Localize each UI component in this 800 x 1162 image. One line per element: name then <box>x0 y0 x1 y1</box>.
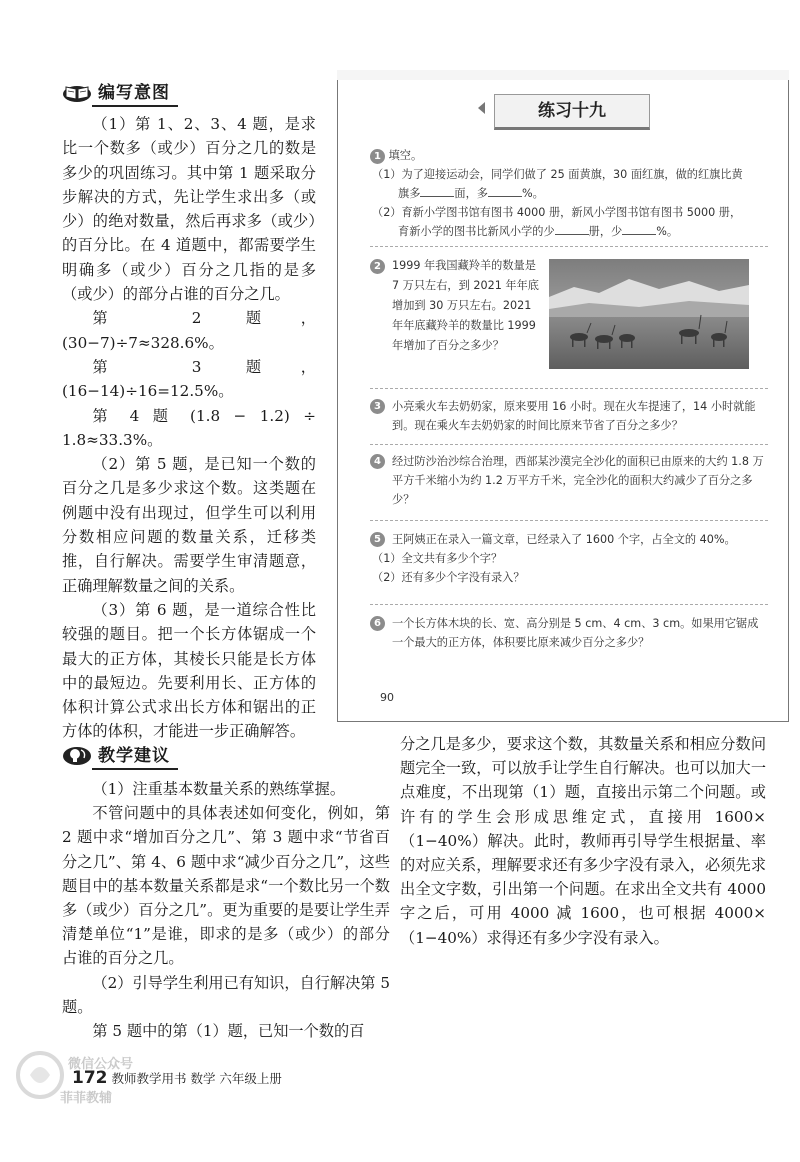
textbook-page-number: 90 <box>380 691 394 704</box>
divider <box>370 520 768 521</box>
q1-part2-line1: （2）育新小学图书馆有图书 4000 册，新风小学图书馆有图书 5000 册， <box>372 206 742 219</box>
suggest-subtitle-1: （1）注重基本数量关系的熟练掌握。 <box>92 780 346 798</box>
suggest-paragraph-continued: 分之几是多少，要求这个数，其数量关系和相应分数问题完全一致，可以放手让学生自行解决。也可以加大一点难度，不出现第（1）题，直接出示第二个问题。或许有的学生会形成思维定式，直接用 1600×（1−40%）解决。此时，教师再引导学生根据量、率的对应关系，理解要求还有多少字没有录入，必须先求出全文字数，引出第一个问题。在求出全文共有 4000 字之后，可用 4000 减 1600，也可根据 4000×（1−40%）求得还有多少字没有录入。 <box>400 735 766 947</box>
calc-line-2: 第 2 题，(30−7)÷7≈328.6%。 <box>62 309 316 352</box>
question-6 <box>370 614 768 652</box>
divider <box>370 246 768 247</box>
section-title-intent: 编写意图 <box>92 78 178 107</box>
question-number-6: 6 <box>370 616 385 631</box>
q5-part2: （2）还有多少个字没有录入？ <box>372 571 525 584</box>
question-number-1: 1 <box>370 149 385 164</box>
suggest-subtitle-2: （2）引导学生利用已有知识，自行解决第 5 题。 <box>62 973 390 1016</box>
intent-paragraph-2: （2）第 5 题，是已知一个数的百分之几是多少求这个数。这类题在例题中没有出现过，但学生可以利用分数相应问题的数量关系，迁移类推，自行解决。需要学生审清题意，正确理解数量之间的关系。 <box>62 455 316 595</box>
antelope-photo <box>549 259 749 369</box>
intent-body <box>62 112 316 744</box>
calc-line-3: 第 3 题，(16−14)÷16=12.5%。 <box>62 357 316 401</box>
section-title-suggest: 教学建议 <box>92 741 178 770</box>
section-header-suggest <box>62 742 178 768</box>
q5-text: 王阿姨正在录入一篇文章，已经录入了 1600 个字，占全文的 40%。 <box>392 533 736 546</box>
lightbulb-icon <box>62 744 92 766</box>
answer-blank[interactable] <box>555 223 589 235</box>
question-number-2: 2 <box>370 259 385 274</box>
exercise-title: 练习十九 <box>494 94 650 130</box>
intent-paragraph-1: （1）第 1、2、3、4 题，是求比一个数多（或少）百分之几的数是多少的巩固练习。其中第 1 题采取分步解决的方式，先让学生求出多（或少）的绝对数量，然后再求多（或少）的百分比。在 4 道题中，都需要学生明确多（或少）百分之几指的是多（或少）的部分占谁的百分之几。 <box>62 115 316 304</box>
question-number-4: 4 <box>370 454 385 469</box>
answer-blank[interactable] <box>622 223 656 235</box>
suggest-right-column <box>400 732 766 950</box>
textbook-top-strip <box>337 70 789 80</box>
divider <box>370 388 768 389</box>
q6-text: 一个长方体木块的长、宽、高分别是 5 cm、4 cm、3 cm。如果用它锯成一个最大的正方体，体积要比原来减少百分之多少？ <box>392 617 759 649</box>
suggest-paragraph-2: 第 5 题中的第（1）题，已知一个数的百 <box>92 1022 365 1041</box>
answer-blank[interactable] <box>488 185 522 197</box>
open-book-icon <box>62 81 92 103</box>
intent-paragraph-3: （3）第 6 题，是一道综合性比较强的题目。把一个长方体锯成一个最大的正方体，其棱长只能是长方体中的最短边。先要利用长、正方体的体积计算公式求出长方体和锯出的正方体的体积，才能进一步正确解答。 <box>62 600 316 741</box>
q5-part1: （1）全文共有多少个字？ <box>372 552 503 565</box>
q1-part1-line2: 旗多 面，多 %。 <box>398 187 544 200</box>
suggest-paragraph-1: 不管问题中的具体表述如何变化，例如，第 2 题中求“增加百分之几”、第 3 题中求“节省百分之几”、第 4、6 题中求“减少百分之几”，这些题目中的基本数量关系都是求“一个数比另一个数多（或少）百分之几”。更为重要的是要让学生弄清楚单位“1”是谁，即求的是多（或少）的部分占谁的百分之几。 <box>62 804 390 968</box>
q1-part2-line2: 育新小学的图书比新风小学的少 册，少 %。 <box>398 225 679 238</box>
question-5 <box>370 530 768 587</box>
q1-label: 填空。 <box>388 149 423 162</box>
watermark <box>12 1045 142 1125</box>
question-2 <box>370 256 546 356</box>
answer-blank[interactable] <box>420 185 454 197</box>
question-number-5: 5 <box>370 532 385 547</box>
suggest-left-column <box>62 777 390 1043</box>
footer-book-title: 教师教学用书 数学 六年级上册 <box>111 1071 282 1086</box>
calc-line-4: 第 4 题 (1.8 − 1.2) ÷ 1.8≈33.3%。 <box>62 406 316 449</box>
question-4 <box>370 452 768 509</box>
footer-page-number: 172 <box>72 1068 108 1088</box>
q4-text: 经过防沙治沙综合治理，西部某沙漠完全沙化的面积已由原来的大约 1.8 万平方千米缩小为约 1.2 万平方千米，完全沙化的面积大约减少了百分之多少？ <box>392 455 764 506</box>
question-3 <box>370 397 768 435</box>
q2-text: 1999 年我国藏羚羊的数量是 7 万只左右，到 2021 年年底增加到 30 万只左右。2021 年年底藏羚羊的数量比 1999 年增加了百分之多少？ <box>392 259 539 352</box>
title-arrow-icon <box>476 100 486 114</box>
q3-text: 小亮乘火车去奶奶家，原来要用 16 小时。现在火车提速了，14 小时就能到。现在乘火车去奶奶家的时间比原来节省了百分之多少？ <box>392 400 756 432</box>
question-number-3: 3 <box>370 399 385 414</box>
section-header-intent <box>62 79 178 105</box>
question-1 <box>370 146 768 241</box>
divider <box>370 444 768 445</box>
watermark-text-2: 菲菲教辅 <box>60 1091 113 1106</box>
watermark-text-1: 微信公众号 <box>68 1057 134 1072</box>
q1-part1-line1: （1）为了迎接运动会，同学们做了 25 面黄旗，30 面红旗，做的红旗比黄 <box>372 168 743 181</box>
divider <box>370 604 768 605</box>
